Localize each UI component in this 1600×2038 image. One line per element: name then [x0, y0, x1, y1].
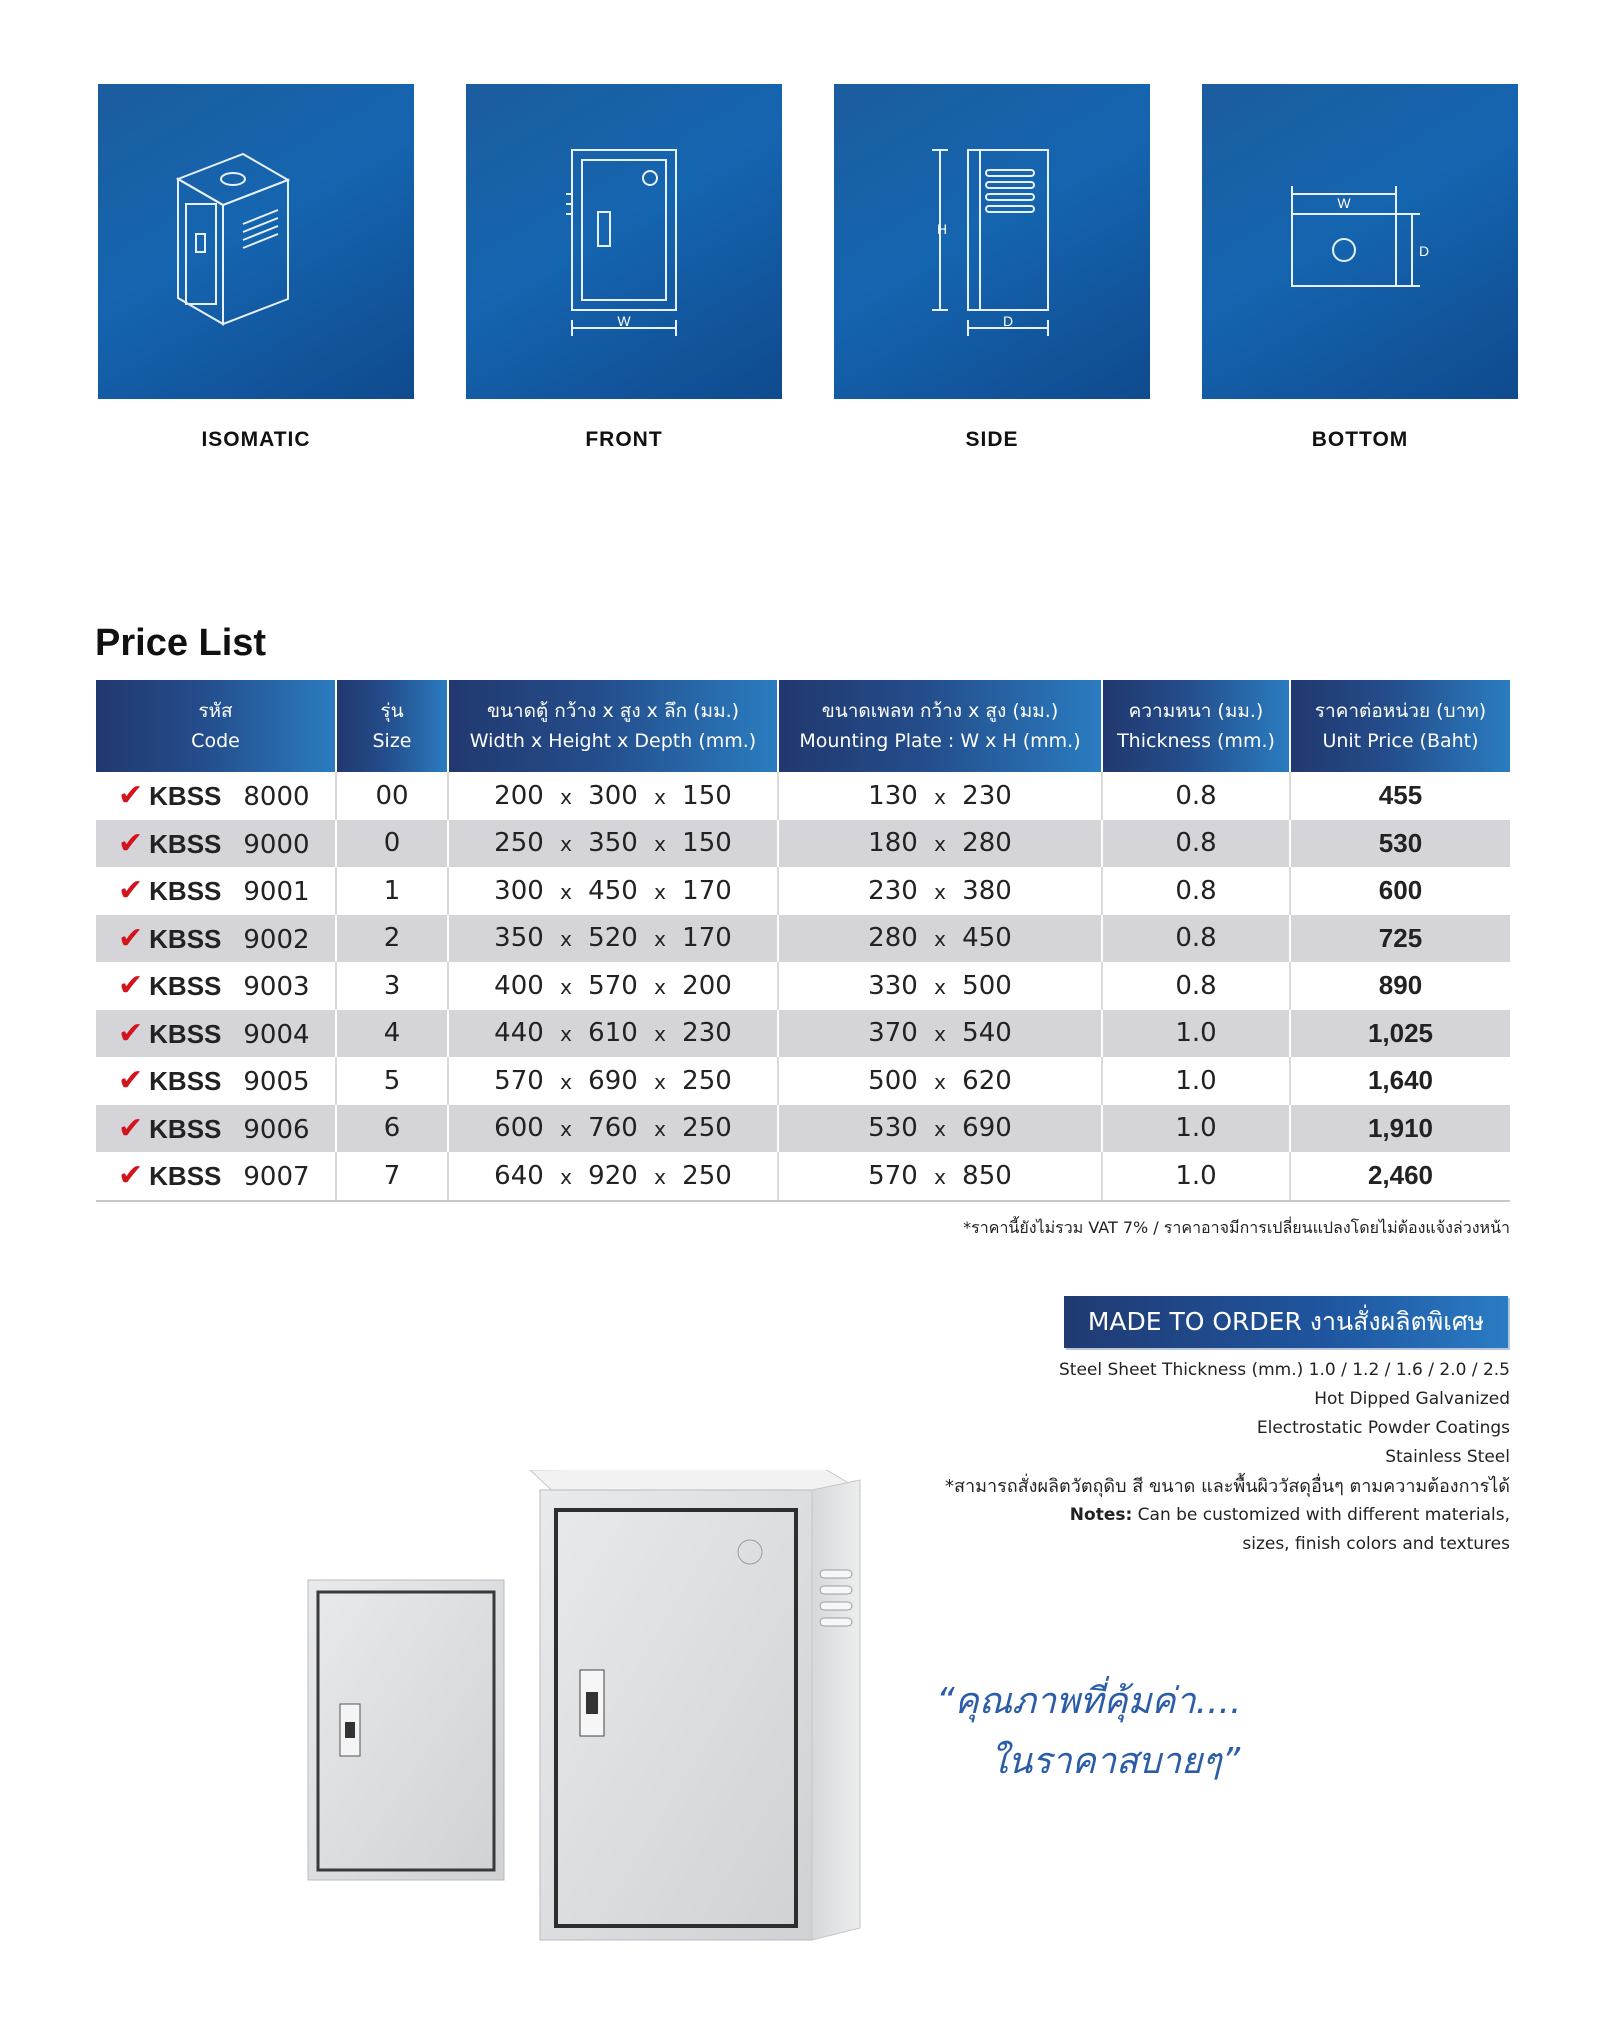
- check-icon: ✔: [118, 1063, 144, 1099]
- plate-height-value: 540: [962, 1018, 1012, 1049]
- cell-thickness: [1102, 1057, 1290, 1105]
- code-number: 9002: [243, 924, 310, 955]
- header-unit-price: ราคาต่อหน่วย (บาท) Unit Price (Baht): [1290, 680, 1510, 772]
- table-row: [96, 1152, 1510, 1201]
- height-value: 570: [588, 970, 638, 1001]
- price-value: 1,910: [1367, 1112, 1434, 1143]
- times-sign: x: [934, 1117, 946, 1142]
- plate-width-value: 330: [868, 970, 918, 1001]
- price-value: 455: [1378, 780, 1423, 811]
- table-row: [96, 772, 1510, 820]
- front-view-icon: [466, 84, 782, 399]
- slogan-line2: ในราคาสบายๆ”: [990, 1741, 1241, 1782]
- height-value: 350: [588, 828, 638, 859]
- plate-width-value: 230: [868, 875, 918, 906]
- times-sign: x: [654, 1117, 666, 1142]
- width-value: 300: [494, 875, 544, 906]
- times-sign: x: [934, 879, 946, 904]
- code-number: 9005: [243, 1067, 310, 1098]
- plate-height-value: 380: [962, 875, 1012, 906]
- times-sign: x: [654, 784, 666, 809]
- table-row: [96, 820, 1510, 868]
- thickness-value: 0.8: [1175, 780, 1217, 811]
- plate-width-value: 370: [868, 1018, 918, 1049]
- mto-powder-line: Electrostatic Powder Coatings: [1256, 1418, 1510, 1438]
- times-sign: x: [934, 1022, 946, 1047]
- notes-text-1: Can be customized with different materials,: [1137, 1505, 1510, 1525]
- width-value: 200: [494, 780, 544, 811]
- price-value: 890: [1378, 970, 1423, 1001]
- price-value: 1,640: [1367, 1065, 1434, 1096]
- price-value: 530: [1378, 827, 1423, 858]
- times-sign: x: [934, 1069, 946, 1094]
- cell-thickness: [1102, 867, 1290, 915]
- times-sign: x: [654, 879, 666, 904]
- plate-width-value: 570: [868, 1160, 918, 1191]
- check-icon: ✔: [118, 1110, 144, 1146]
- check-icon: ✔: [118, 1015, 144, 1051]
- table-row: [96, 867, 1510, 915]
- plate-height-value: 450: [962, 923, 1012, 954]
- front-caption: FRONT: [585, 428, 663, 451]
- cell-size: [336, 1010, 448, 1058]
- plate-height-value: 500: [962, 970, 1012, 1001]
- cell-mounting-plate: [778, 772, 1102, 820]
- table-row: [96, 1057, 1510, 1105]
- size-value: 0: [383, 828, 401, 859]
- depth-value: 250: [682, 1065, 732, 1096]
- cell-unit-price: [1290, 772, 1510, 820]
- cell-mounting-plate: [778, 867, 1102, 915]
- table-row: [96, 962, 1510, 1010]
- cell-unit-price: [1290, 962, 1510, 1010]
- thickness-value: 0.8: [1175, 828, 1217, 859]
- size-value: 7: [383, 1160, 401, 1191]
- cell-size: [336, 962, 448, 1010]
- thickness-value: 1.0: [1175, 1065, 1217, 1096]
- times-sign: x: [560, 1022, 572, 1047]
- front-view-tile: [466, 84, 782, 399]
- table-header-row: [96, 680, 1510, 772]
- cell-cabinet-dimensions: [448, 820, 778, 868]
- times-sign: x: [654, 927, 666, 952]
- thickness-value: 0.8: [1175, 970, 1217, 1001]
- cell-thickness: [1102, 820, 1290, 868]
- cell-cabinet-dimensions: [448, 962, 778, 1010]
- isometric-caption: ISOMATIC: [201, 428, 311, 451]
- header-cabinet-dimensions: ขนาดตู้ กว้าง x สูง x ลึก (มม.) Width x Height x Depth (mm.): [448, 680, 778, 772]
- code-number: 9007: [243, 1162, 310, 1193]
- times-sign: x: [560, 1069, 572, 1094]
- code-prefix: KBSS: [149, 1161, 222, 1192]
- plate-height-value: 230: [962, 780, 1012, 811]
- thickness-value: 1.0: [1175, 1018, 1217, 1049]
- cabinet-illustration: [300, 1470, 880, 2034]
- width-value: 570: [494, 1065, 544, 1096]
- cell-cabinet-dimensions: [448, 1057, 778, 1105]
- cell-size: [336, 772, 448, 820]
- code-number: 9006: [243, 1114, 310, 1145]
- times-sign: x: [654, 1069, 666, 1094]
- times-sign: x: [934, 832, 946, 857]
- code-number: 9000: [243, 829, 310, 860]
- cell-mounting-plate: [778, 1010, 1102, 1058]
- cell-cabinet-dimensions: [448, 915, 778, 963]
- cell-code: [96, 915, 336, 963]
- height-value: 520: [588, 923, 638, 954]
- price-footnote: *ราคานี้ยังไม่รวม VAT 7% / ราคาอาจมีการเปลี่ยนแปลงโดยไม่ต้องแจ้งล่วงหน้า: [963, 1218, 1510, 1237]
- height-value: 690: [588, 1065, 638, 1096]
- price-value: 2,460: [1367, 1160, 1434, 1191]
- plate-width-value: 130: [868, 780, 918, 811]
- cell-unit-price: [1290, 1105, 1510, 1153]
- times-sign: x: [934, 1164, 946, 1189]
- front-w-label: W: [617, 313, 631, 329]
- thickness-value: 1.0: [1175, 1160, 1217, 1191]
- mto-stainless-line: Stainless Steel: [1385, 1447, 1510, 1467]
- price-value: 600: [1378, 875, 1423, 906]
- cell-cabinet-dimensions: [448, 1152, 778, 1201]
- cell-thickness: [1102, 772, 1290, 820]
- cell-size: [336, 915, 448, 963]
- times-sign: x: [934, 927, 946, 952]
- size-value: 1: [383, 875, 401, 906]
- thickness-value: 0.8: [1175, 875, 1217, 906]
- mto-galvanized-line: Hot Dipped Galvanized: [1314, 1389, 1510, 1409]
- cell-size: [336, 1057, 448, 1105]
- side-view-icon: [834, 84, 1150, 399]
- depth-value: 150: [682, 780, 732, 811]
- notes-label: Notes:: [1069, 1505, 1133, 1525]
- table-row: [96, 915, 1510, 963]
- height-value: 920: [588, 1160, 638, 1191]
- check-icon: ✔: [118, 825, 144, 861]
- cell-unit-price: [1290, 1057, 1510, 1105]
- cell-cabinet-dimensions: [448, 1010, 778, 1058]
- cell-code: [96, 1105, 336, 1153]
- cell-thickness: [1102, 1152, 1290, 1201]
- check-icon: ✔: [118, 873, 144, 909]
- check-icon: ✔: [118, 1158, 144, 1194]
- depth-value: 150: [682, 828, 732, 859]
- cell-size: [336, 1105, 448, 1153]
- isometric-view-tile: [98, 84, 414, 399]
- check-icon: ✔: [118, 968, 144, 1004]
- code-number: 9001: [243, 877, 310, 908]
- times-sign: x: [934, 974, 946, 999]
- bottom-view-tile: [1202, 84, 1518, 399]
- width-value: 400: [494, 970, 544, 1001]
- code-prefix: KBSS: [149, 1018, 222, 1049]
- cell-code: [96, 772, 336, 820]
- check-icon: ✔: [118, 778, 144, 814]
- times-sign: x: [560, 784, 572, 809]
- cell-unit-price: [1290, 915, 1510, 963]
- size-value: 3: [383, 970, 401, 1001]
- depth-value: 250: [682, 1160, 732, 1191]
- product-photo: [300, 1470, 880, 2034]
- plate-height-value: 690: [962, 1113, 1012, 1144]
- made-to-order-badge: MADE TO ORDER งานสั่งผลิตพิเศษ: [1064, 1296, 1508, 1348]
- cell-thickness: [1102, 962, 1290, 1010]
- price-value: 725: [1378, 922, 1423, 953]
- mto-notes-line2: sizes, finish colors and textures: [1242, 1534, 1510, 1554]
- check-icon: ✔: [118, 920, 144, 956]
- price-value: 1,025: [1367, 1017, 1434, 1048]
- cell-mounting-plate: [778, 820, 1102, 868]
- times-sign: x: [560, 927, 572, 952]
- plate-height-value: 620: [962, 1065, 1012, 1096]
- times-sign: x: [560, 1117, 572, 1142]
- slogan-line1: “คุณภาพที่คุ้มค่า....: [936, 1681, 1242, 1722]
- bottom-view-icon: [1202, 84, 1518, 399]
- cell-code: [96, 962, 336, 1010]
- bottom-caption: BOTTOM: [1311, 428, 1409, 451]
- bottom-d-label: D: [1418, 243, 1430, 259]
- code-prefix: KBSS: [149, 971, 222, 1002]
- size-value: 00: [375, 780, 409, 811]
- times-sign: x: [654, 832, 666, 857]
- thickness-value: 0.8: [1175, 923, 1217, 954]
- side-d-label: D: [1002, 313, 1014, 329]
- size-value: 5: [383, 1065, 401, 1096]
- height-value: 450: [588, 875, 638, 906]
- cell-code: [96, 867, 336, 915]
- code-prefix: KBSS: [149, 828, 222, 859]
- mto-notes-line1: [945, 1501, 1510, 1530]
- depth-value: 230: [682, 1018, 732, 1049]
- width-value: 440: [494, 1018, 544, 1049]
- cell-cabinet-dimensions: [448, 1105, 778, 1153]
- cell-unit-price: [1290, 1010, 1510, 1058]
- plate-width-value: 280: [868, 923, 918, 954]
- header-size: รุ่น Size: [336, 680, 448, 772]
- table-row: [96, 1010, 1510, 1058]
- cell-mounting-plate: [778, 1105, 1102, 1153]
- cell-mounting-plate: [778, 962, 1102, 1010]
- cell-thickness: [1102, 1105, 1290, 1153]
- code-number: 9003: [243, 972, 310, 1003]
- depth-value: 170: [682, 875, 732, 906]
- side-caption: SIDE: [965, 428, 1019, 451]
- height-value: 760: [588, 1113, 638, 1144]
- code-prefix: KBSS: [149, 1113, 222, 1144]
- width-value: 350: [494, 923, 544, 954]
- plate-height-value: 850: [962, 1160, 1012, 1191]
- cell-size: [336, 820, 448, 868]
- cell-unit-price: [1290, 867, 1510, 915]
- cell-mounting-plate: [778, 915, 1102, 963]
- code-prefix: KBSS: [149, 781, 222, 812]
- cell-code: [96, 1010, 336, 1058]
- price-list-title: Price List: [95, 622, 267, 664]
- times-sign: x: [560, 1164, 572, 1189]
- cell-cabinet-dimensions: [448, 867, 778, 915]
- header-mounting-plate: ขนาดเพลท กว้าง x สูง (มม.) Mounting Plate : W x H (mm.): [778, 680, 1102, 772]
- mto-thai-note: *สามารถสั่งผลิตวัตถุดิบ สี ขนาด และพื้นผิววัสดุอื่นๆ ตามความต้องการได้: [945, 1476, 1510, 1497]
- cell-thickness: [1102, 915, 1290, 963]
- cell-code: [96, 820, 336, 868]
- table-row: [96, 1105, 1510, 1153]
- code-number: 9004: [243, 1019, 310, 1050]
- code-prefix: KBSS: [149, 923, 222, 954]
- cell-size: [336, 867, 448, 915]
- side-h-label: H: [936, 221, 948, 237]
- depth-value: 170: [682, 923, 732, 954]
- thickness-value: 1.0: [1175, 1113, 1217, 1144]
- plate-height-value: 280: [962, 828, 1012, 859]
- width-value: 640: [494, 1160, 544, 1191]
- plate-width-value: 180: [868, 828, 918, 859]
- height-value: 610: [588, 1018, 638, 1049]
- width-value: 600: [494, 1113, 544, 1144]
- height-value: 300: [588, 780, 638, 811]
- times-sign: x: [654, 974, 666, 999]
- made-to-order-details: [945, 1356, 1510, 1559]
- header-code: รหัส Code: [96, 680, 336, 772]
- small-cabinet: [308, 1580, 504, 1880]
- isometric-view-icon: [98, 84, 414, 399]
- cell-thickness: [1102, 1010, 1290, 1058]
- times-sign: x: [654, 1164, 666, 1189]
- side-view-tile: [834, 84, 1150, 399]
- price-table: [96, 680, 1510, 1202]
- size-value: 6: [383, 1113, 401, 1144]
- cell-cabinet-dimensions: [448, 772, 778, 820]
- large-cabinet: [530, 1470, 860, 1940]
- size-value: 2: [383, 923, 401, 954]
- times-sign: x: [934, 784, 946, 809]
- code-number: 8000: [243, 782, 310, 813]
- code-prefix: KBSS: [149, 876, 222, 907]
- size-value: 4: [383, 1018, 401, 1049]
- depth-value: 250: [682, 1113, 732, 1144]
- bottom-w-label: W: [1337, 195, 1351, 211]
- depth-value: 200: [682, 970, 732, 1001]
- cell-mounting-plate: [778, 1057, 1102, 1105]
- times-sign: x: [560, 974, 572, 999]
- plate-width-value: 530: [868, 1113, 918, 1144]
- cell-code: [96, 1152, 336, 1201]
- cell-size: [336, 1152, 448, 1201]
- cell-mounting-plate: [778, 1152, 1102, 1201]
- cell-unit-price: [1290, 820, 1510, 868]
- header-thickness: ความหนา (มม.) Thickness (mm.): [1102, 680, 1290, 772]
- code-prefix: KBSS: [149, 1066, 222, 1097]
- width-value: 250: [494, 828, 544, 859]
- mto-thickness-line: Steel Sheet Thickness (mm.) 1.0 / 1.2 / 1.6 / 2.0 / 2.5: [1059, 1360, 1510, 1380]
- times-sign: x: [560, 879, 572, 904]
- times-sign: x: [654, 1022, 666, 1047]
- slogan: [936, 1672, 1241, 1792]
- cell-unit-price: [1290, 1152, 1510, 1201]
- plate-width-value: 500: [868, 1065, 918, 1096]
- cell-code: [96, 1057, 336, 1105]
- times-sign: x: [560, 832, 572, 857]
